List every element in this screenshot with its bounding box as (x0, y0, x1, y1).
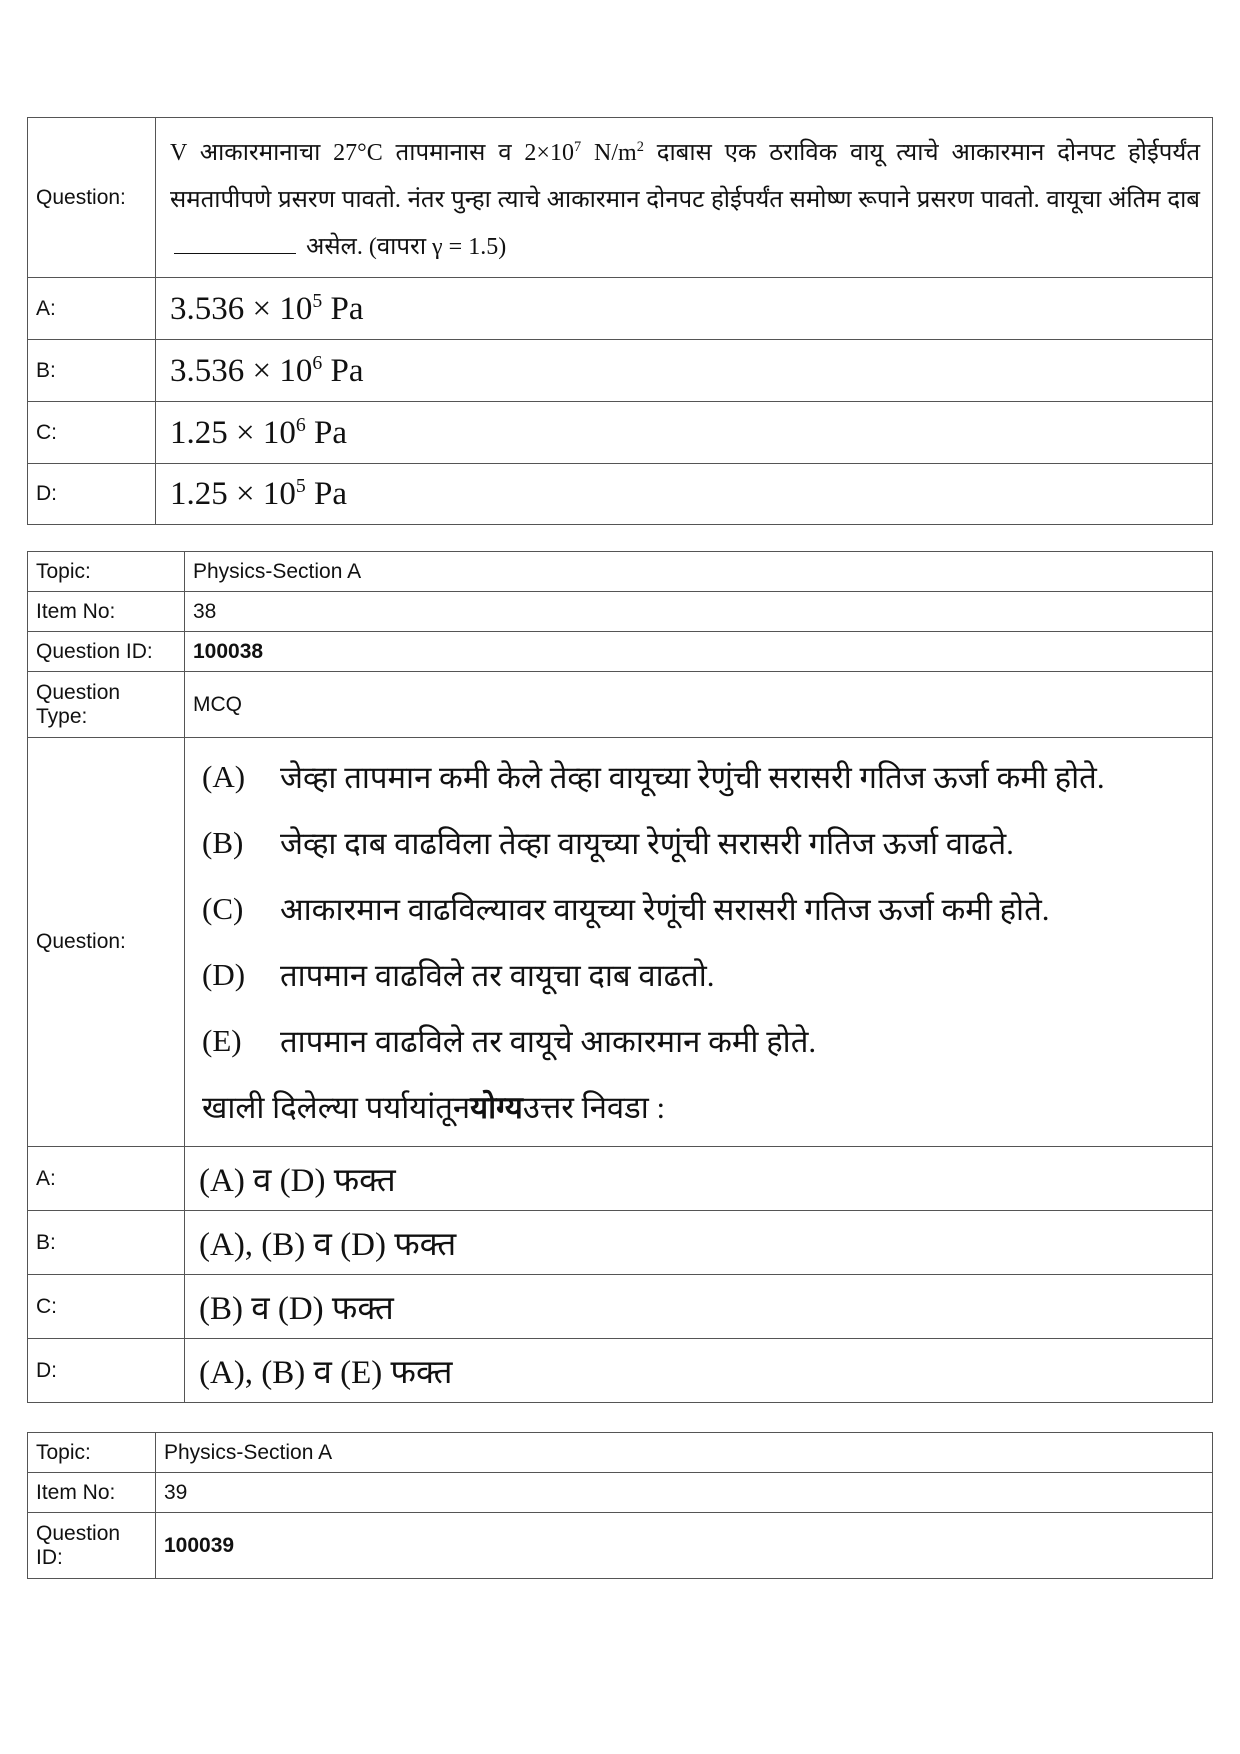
question-type-value: MCQ (185, 672, 1213, 738)
question-text: V आकारमानाचा 27°C तापमानास व $2\times 10^7$ $N/m^2$ दाबास एक ठराविक वायू त्याचे आकारमान दोनपट होईपर्यंत समतापीपणे प्रसरण पावतो. नंतर पुन्हा त्याचे आकारमान दोनपट होईपर्यंत समोष्ण रूपाने प्रसरण पावतो. वायूचा अंतिम दाब असेल. (वापरा γ = 1.5) (156, 118, 1213, 278)
topic-value: Physics-Section A (156, 1433, 1213, 1473)
statement-d: (D) तापमान वाढविले तर वायूचा दाब वाढतो. (202, 957, 715, 993)
item-no-label: Item No: (28, 1473, 156, 1513)
instruction: खाली दिलेल्या पर्यायांतून योग्य उत्तर निवडा : (202, 1090, 666, 1125)
question-text (185, 738, 1213, 1147)
item-no-label: Item No: (28, 592, 185, 632)
answer-blank (174, 252, 296, 254)
option-d: $1.25 \times 10^5$ Pa (156, 464, 1213, 525)
question-id-label: Question ID: (28, 1513, 156, 1579)
option-a: (A) व (D) फक्त (185, 1147, 1213, 1211)
question-label: Question: (28, 738, 185, 1147)
topic-value: Physics-Section A (185, 552, 1213, 592)
option-label-c: C: (28, 402, 156, 464)
option-label-a: A: (28, 278, 156, 340)
question-39-table (27, 1432, 1213, 1579)
option-label-a: A: (28, 1147, 185, 1211)
option-c: (B) व (D) फक्त (185, 1275, 1213, 1339)
option-c: $1.25 \times 10^6$ Pa (156, 402, 1213, 464)
option-b: $3.536 \times 10^6$ Pa (156, 340, 1213, 402)
question-38-table (27, 551, 1213, 1403)
question-37-table (27, 117, 1213, 525)
option-label-b: B: (28, 340, 156, 402)
question-type-label: Question Type: (28, 672, 185, 738)
statement-b: (B) जेव्हा दाब वाढविला तेव्हा वायूच्या रेणूंची सरासरी गतिज ऊर्जा वाढते. (202, 825, 1014, 861)
option-d: (A), (B) व (E) फक्त (185, 1339, 1213, 1403)
option-label-c: C: (28, 1275, 185, 1339)
topic-label: Topic: (28, 1433, 156, 1473)
option-label-d: D: (28, 1339, 185, 1403)
option-label-b: B: (28, 1211, 185, 1275)
option-b: (A), (B) व (D) फक्त (185, 1211, 1213, 1275)
option-label-d: D: (28, 464, 156, 525)
topic-label: Topic: (28, 552, 185, 592)
option-a: $3.536 \times 10^5$ Pa (156, 278, 1213, 340)
question-id-value: 100039 (156, 1513, 1213, 1579)
question-id-label: Question ID: (28, 632, 185, 672)
item-no-value: 39 (156, 1473, 1213, 1513)
question-id-value: 100038 (185, 632, 1213, 672)
item-no-value: 38 (185, 592, 1213, 632)
statement-c: (C) आकारमान वाढविल्यावर वायूच्या रेणूंची सरासरी गतिज ऊर्जा कमी होते. (202, 891, 1050, 927)
statement-a: (A) जेव्हा तापमान कमी केले तेव्हा वायूच्या रेणुंची सरासरी गतिज ऊर्जा कमी होते. (202, 759, 1105, 795)
statement-e: (E) तापमान वाढविले तर वायूचे आकारमान कमी होते. (202, 1023, 817, 1059)
question-label: Question: (28, 118, 156, 278)
